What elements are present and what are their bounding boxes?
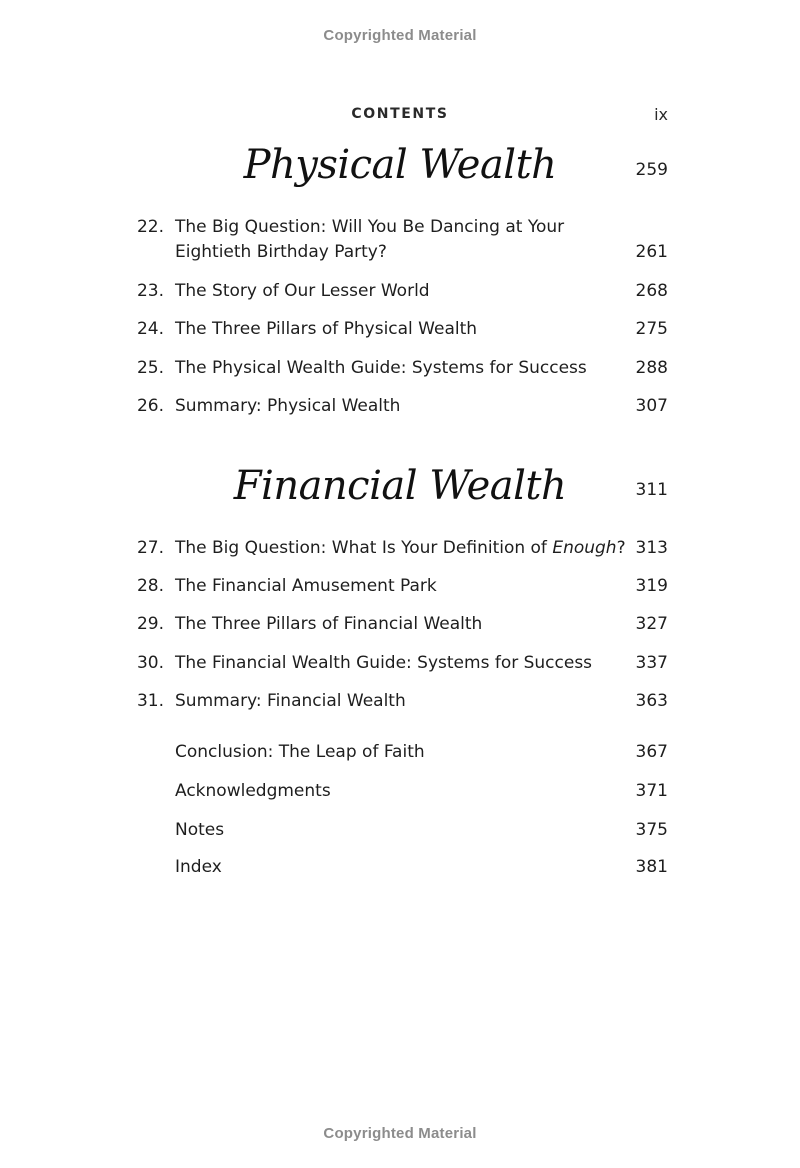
chapter-title-continued[interactable]: Eightieth Birthday Party?: [175, 242, 387, 262]
chapter-page: 327: [635, 614, 668, 634]
back-matter-page: 371: [635, 781, 668, 801]
back-matter-page: 381: [635, 857, 668, 877]
chapter-page: 363: [635, 691, 668, 711]
chapter-title[interactable]: [175, 536, 626, 561]
chapter-title[interactable]: The Physical Wealth Guide: Systems for Success: [175, 358, 587, 378]
chapter-title[interactable]: The Big Question: Will You Be Dancing at Your: [175, 217, 565, 237]
chapter-page: 261: [635, 242, 668, 262]
back-matter-title[interactable]: Index: [175, 857, 222, 877]
chapter-page: 288: [635, 358, 668, 378]
chapter-page: 313: [635, 538, 668, 558]
chapter-number: 22.: [136, 217, 164, 237]
chapter-number: 28.: [136, 576, 164, 596]
folio: ix: [654, 105, 668, 124]
section-page-physical-wealth: 259: [635, 160, 668, 180]
chapter-title[interactable]: The Three Pillars of Financial Wealth: [175, 614, 483, 634]
chapter-title[interactable]: The Three Pillars of Physical Wealth: [175, 319, 478, 339]
chapter-page: 319: [635, 576, 668, 596]
section-page-financial-wealth: 311: [635, 480, 668, 500]
chapter-title-text: The Big Question: What Is Your Definition of: [175, 538, 553, 558]
back-matter-title[interactable]: Conclusion: The Leap of Faith: [175, 742, 425, 762]
chapter-title-emphasis: Enough: [552, 538, 617, 558]
chapter-page: 275: [635, 319, 668, 339]
back-matter-page: 375: [635, 820, 668, 840]
back-matter-title[interactable]: Acknowledgments: [175, 781, 331, 801]
chapter-title[interactable]: The Financial Amusement Park: [175, 576, 437, 596]
back-matter-title[interactable]: Notes: [175, 820, 225, 840]
chapter-number: 26.: [136, 396, 164, 416]
chapter-number: 27.: [136, 538, 164, 558]
section-title-financial-wealth: Financial Wealth: [233, 463, 567, 509]
chapter-title[interactable]: The Story of Our Lesser World: [175, 281, 430, 301]
chapter-page: 268: [635, 281, 668, 301]
watermark-bottom: Copyrighted Material: [323, 1125, 477, 1142]
chapter-number: 23.: [136, 281, 164, 301]
running-head: CONTENTS: [351, 106, 449, 122]
chapter-number: 25.: [136, 358, 164, 378]
chapter-title[interactable]: The Financial Wealth Guide: Systems for Success: [175, 653, 593, 673]
chapter-title[interactable]: Summary: Physical Wealth: [175, 396, 401, 416]
chapter-page: 337: [635, 653, 668, 673]
watermark-top: Copyrighted Material: [323, 27, 477, 44]
back-matter-page: 367: [635, 742, 668, 762]
section-title-physical-wealth: Physical Wealth: [243, 142, 557, 188]
chapter-number: 31.: [136, 691, 164, 711]
chapter-number: 29.: [136, 614, 164, 634]
chapter-title-suffix: ?: [616, 538, 626, 558]
chapter-page: 307: [635, 396, 668, 416]
chapter-title[interactable]: Summary: Financial Wealth: [175, 691, 406, 711]
chapter-number: 24.: [136, 319, 164, 339]
chapter-number: 30.: [136, 653, 164, 673]
